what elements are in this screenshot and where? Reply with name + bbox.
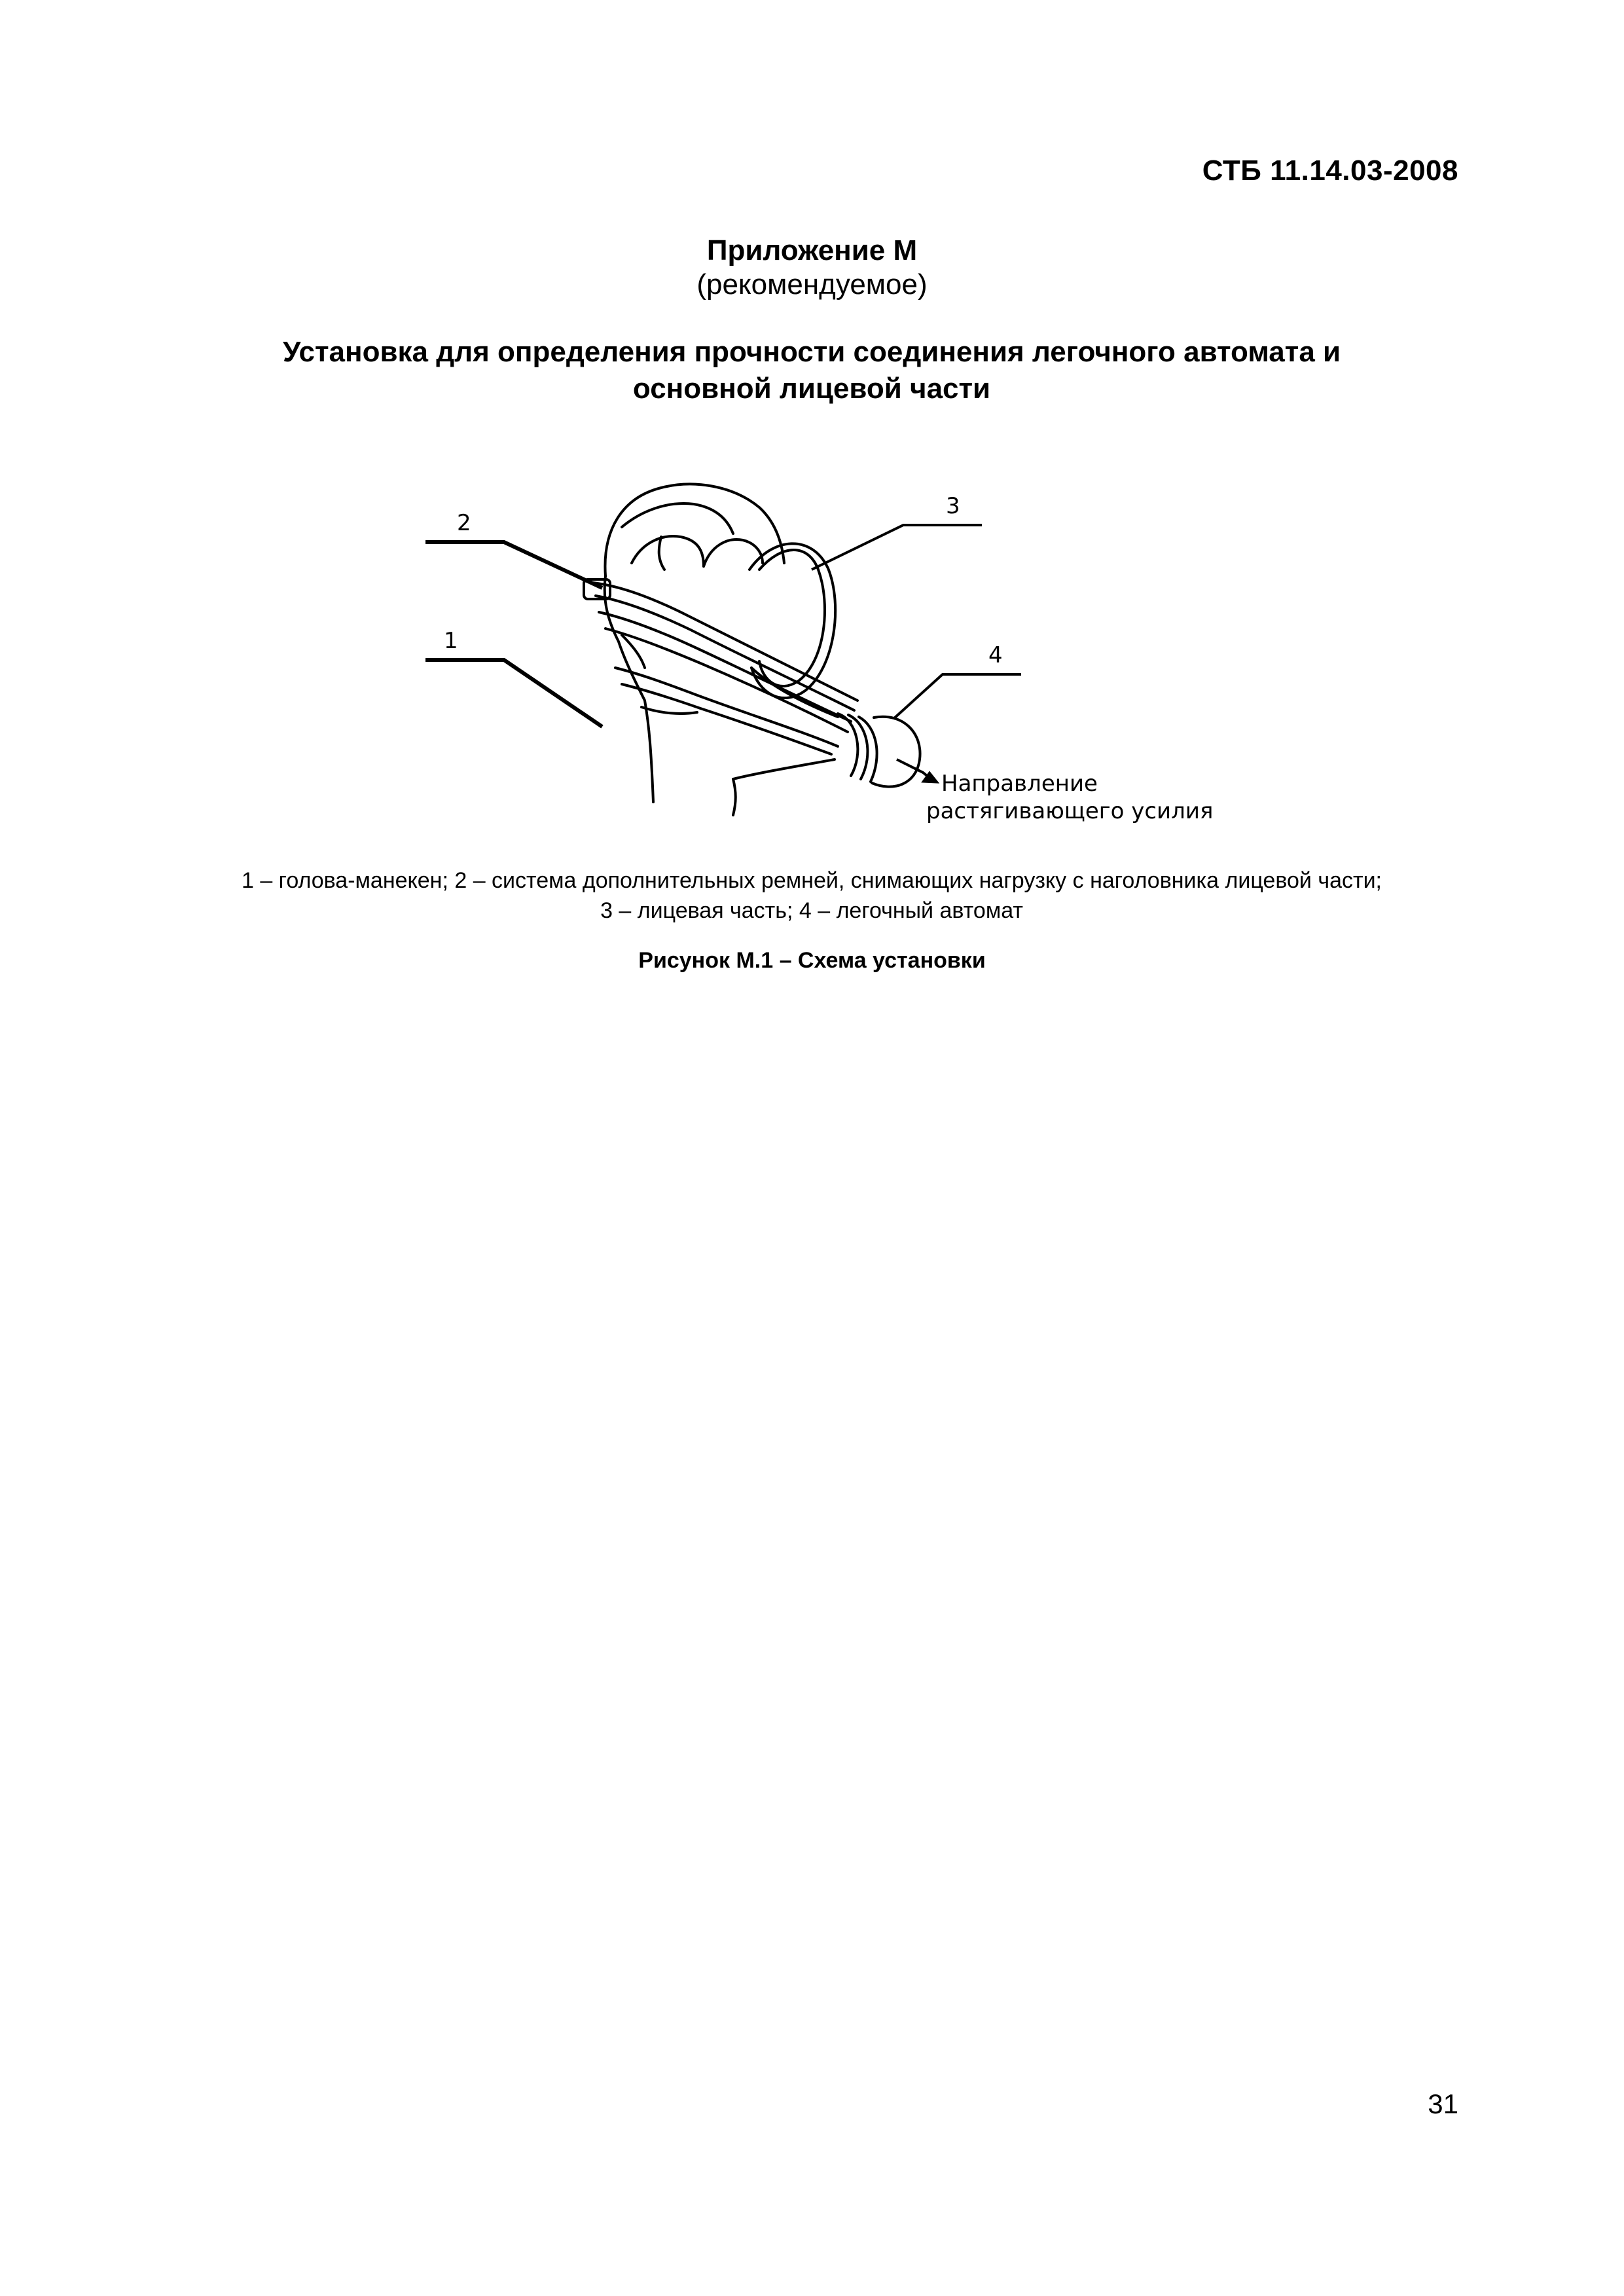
figure-legend-line-2: 3 – лицевая часть; 4 – легочный автомат (600, 898, 1023, 923)
setup-diagram (406, 471, 1257, 838)
section-title-line-1: Установка для определения прочности соединения легочного автомата и (282, 336, 1341, 368)
head-drawing (584, 484, 920, 815)
callout-label-3: 3 (946, 493, 960, 519)
setup-diagram-svg (406, 471, 1257, 838)
callout-line-4 (893, 674, 1021, 719)
figure-legend-line-1: 1 – голова-манекен; 2 – система дополнительных ремней, снимающих нагрузку с наголовника лицевой части; (241, 868, 1382, 893)
figure-caption: Рисунок М.1 – Схема установки (638, 948, 986, 973)
strap-upper-1 (592, 583, 857, 701)
document-number: СТБ 11.14.03-2008 (1202, 155, 1458, 187)
hair-line-4 (659, 537, 664, 570)
page-number: 31 (1428, 2088, 1458, 2119)
connector-ring-1 (838, 714, 857, 776)
hair-line-1 (622, 503, 733, 534)
callout-line-3 (812, 525, 982, 570)
appendix-title: Приложение М (706, 234, 918, 266)
strap-upper-2 (596, 596, 854, 710)
mask-lens (759, 550, 825, 686)
callout-line-2 (425, 542, 602, 588)
section-title (196, 334, 1427, 407)
section-title-line-2: основной лицевой части (632, 373, 991, 405)
callout-line-1 (425, 660, 602, 727)
callout-lines (425, 525, 1021, 778)
callout-label-1: 1 (444, 628, 458, 654)
mask-chin (733, 759, 835, 779)
jaw-line (641, 707, 697, 714)
neck-back (645, 701, 653, 802)
lung-demand-valve (872, 717, 920, 787)
appendix-status: (рекомендуемое) (696, 268, 928, 301)
direction-label-line-2: растягивающего усилия (926, 798, 1214, 824)
callout-label-2: 2 (457, 510, 471, 536)
callout-label-4: 4 (988, 642, 1003, 668)
direction-label-line-1: Направление (941, 771, 1098, 797)
neck-front (733, 779, 736, 815)
figure-legend (131, 866, 1492, 926)
hair-line-2 (632, 536, 704, 566)
